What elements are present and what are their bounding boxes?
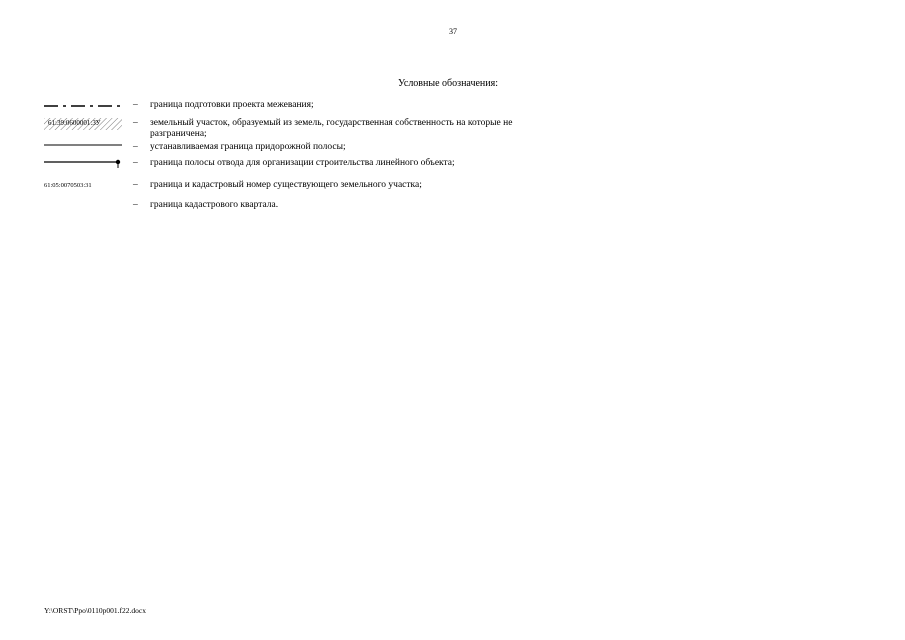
- legend-description: граница кадастрового квартала.: [150, 200, 279, 210]
- footer-file-path: Y:\ORST\Ppo\0110p001.f22.docx: [44, 606, 146, 615]
- solid-line-symbol: [44, 142, 124, 150]
- dash-dot-line-symbol: [44, 100, 124, 112]
- legend-dash: –: [133, 180, 138, 190]
- parcel-number-label: 61:39:0600001:ЗУ: [48, 119, 101, 127]
- cadastral-number-label: 61:05:0070503:31: [44, 182, 92, 189]
- legend-description: граница подготовки проекта межевания;: [150, 100, 314, 110]
- legend-dash: –: [133, 100, 138, 110]
- legend-title: Условные обозначения:: [398, 78, 499, 89]
- legend-dash: –: [133, 142, 138, 152]
- legend-dash: –: [133, 200, 138, 210]
- legend-description: устанавливаемая граница придорожной полосы;: [150, 142, 346, 152]
- legend-dash: –: [133, 158, 138, 168]
- legend-description: земельный участок, образуемый из земель, государственная собственность на которые не разграничена;: [150, 118, 513, 139]
- legend-description: граница полосы отвода для организации строительства линейного объекта;: [150, 158, 455, 168]
- legend-description: граница и кадастровый номер существующего земельного участка;: [150, 180, 422, 190]
- line-with-node-symbol: [44, 158, 124, 170]
- legend-dash: –: [133, 118, 138, 128]
- page-number: 37: [449, 27, 457, 36]
